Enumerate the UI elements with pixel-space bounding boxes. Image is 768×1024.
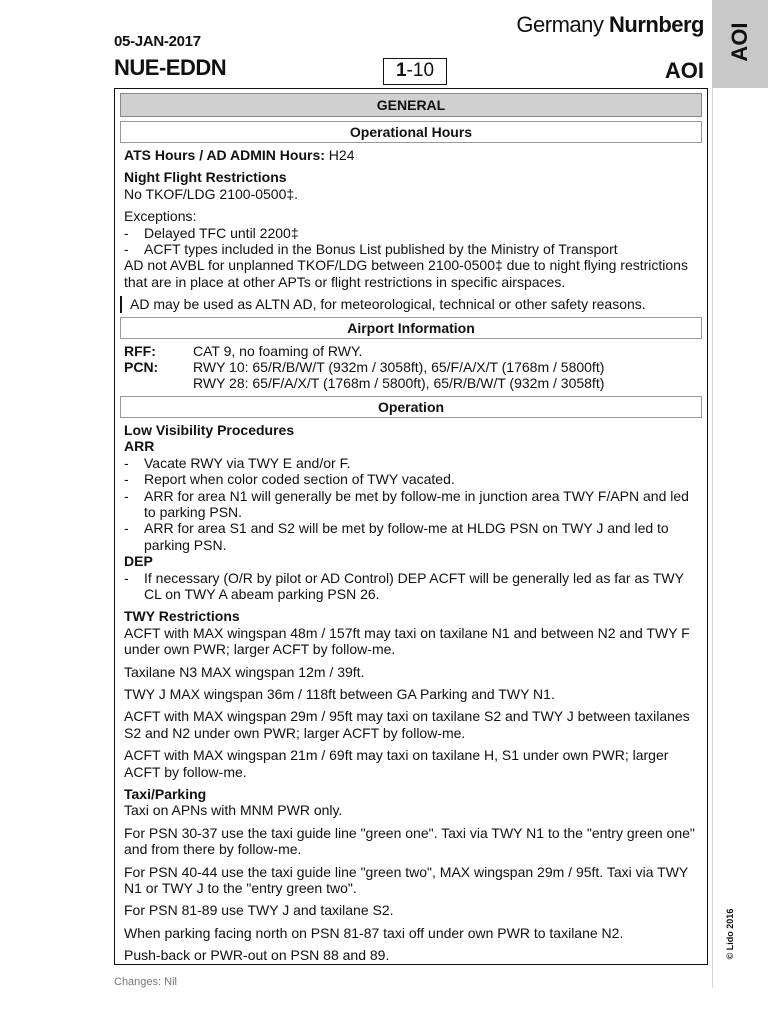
operational-hours-header: Operational Hours	[120, 121, 702, 143]
list-item: - If necessary (O/R by pilot or AD Control) DEP ACFT will be generally led as far as TWY CL on TWY A abeam parking PSN 26.	[124, 569, 684, 602]
city-name: Nurnberg	[609, 12, 704, 37]
arr-title: ARR	[124, 438, 155, 455]
exceptions-label: Exceptions:	[124, 208, 197, 225]
night-flight-title: Night Flight Restrictions	[124, 169, 287, 186]
list-item: - ARR for area N1 will generally be met by follow-me in junction area TWY F/APN and led to parking PSN.	[124, 487, 689, 520]
ats-hours-label: ATS Hours / AD ADMIN Hours:	[124, 147, 325, 163]
copyright: © Lido 2016	[725, 908, 735, 960]
night-flight-text: No TKOF/LDG 2100-0500‡.	[124, 185, 299, 202]
ad-not-available-text: AD not AVBL for unplanned TKOF/LDG between 2100-0500‡ due to night flying restrictions that are in place at other APTs or flight restrictions in specific airspaces.	[124, 257, 688, 290]
taxi-paragraph: For PSN 30-37 use the taxi guide line "green one". Taxi via TWY N1 to the "entry green one" and from there by follow-me.	[124, 824, 695, 858]
list-item: - ACFT types included in the Bonus List published by the Ministry of Transport	[124, 241, 618, 258]
taxi-paragraph: Push-back or PWR-out on PSN 88 and 89.	[124, 947, 390, 964]
list-item: - Vacate RWY via TWY E and/or F.	[124, 454, 351, 471]
country-name: Germany	[516, 12, 604, 37]
page-number-major: 1	[395, 60, 407, 81]
ats-hours-value: H24	[324, 147, 355, 163]
taxi-paragraph: For PSN 40-44 use the taxi guide line "green two", MAX wingspan 29m / 95ft. Taxi via TWY N1 or TWY J to the "entry green two".	[124, 863, 688, 897]
twy-paragraph: TWY J MAX wingspan 36m / 118ft between GA Parking and TWY N1.	[124, 685, 555, 702]
airport-code: NUE-EDDN	[114, 55, 227, 80]
twy-paragraph: ACFT with MAX wingspan 29m / 95ft may taxi on taxilane S2 and TWY J between taxilanes S2 and N2 under own PWR; larger ACFT by follow-me.	[124, 708, 690, 741]
effective-date: 05-JAN-2017	[114, 33, 201, 50]
page-content	[118, 93, 704, 964]
airport-information-header: Airport Information	[120, 317, 702, 339]
lvp-title: Low Visibility Procedures	[124, 421, 295, 438]
general-section-header: GENERAL	[120, 93, 702, 117]
altn-text: AD may be used as ALTN AD, for meteorological, technical or other safety reasons.	[120, 296, 698, 312]
list-item: - Delayed TFC until 2200‡	[124, 224, 299, 241]
pcn-row: PCN: RWY 10: 65/R/B/W/T (932m / 3058ft), 65/F/A/X/T (1768m / 5800ft) RWY 28: 65/F/A/X/T (1768m / 5800ft), 65/R/B/W/T (932m / 3058ft)	[124, 359, 605, 392]
taxi-paragraph: Taxi on APNs with MNM PWR only.	[124, 802, 343, 819]
twy-restrictions-title: TWY Restrictions	[124, 608, 240, 625]
ats-hours	[118, 147, 704, 163]
list-item: - Report when color coded section of TWY vacated.	[124, 471, 455, 488]
changes-note: Changes: Nil	[114, 976, 177, 988]
section-code: AOI	[664, 58, 704, 83]
dep-title: DEP	[124, 553, 153, 570]
taxi-parking-title: Taxi/Parking	[124, 786, 207, 802]
rff-row: RFF: CAT 9, no foaming of RWY.	[124, 342, 363, 359]
section-tab-label: AOI	[727, 22, 752, 62]
taxi-paragraph: When parking facing north on PSN 81-87 taxi off under own PWR to taxilane N2.	[124, 924, 624, 941]
page-number-minor: -10	[406, 60, 435, 81]
twy-paragraph: Taxilane N3 MAX wingspan 12m / 39ft.	[124, 663, 365, 680]
twy-paragraph: ACFT with MAX wingspan 48m / 157ft may taxi on taxilane N1 and between N2 and TWY F under own PWR; larger ACFT by follow-me.	[124, 624, 690, 658]
airport-location	[516, 12, 704, 38]
operation-header: Operation	[120, 396, 702, 418]
side-rule	[712, 88, 713, 988]
page-number	[383, 58, 447, 85]
twy-paragraph: ACFT with MAX wingspan 21m / 69ft may taxi on taxilane H, S1 under own PWR; larger ACFT by follow-me.	[124, 747, 669, 780]
taxi-paragraph: For PSN 81-89 use TWY J and taxilane S2.	[124, 902, 394, 919]
list-item: - ARR for area S1 and S2 will be met by follow-me at HLDG PSN on TWY J and led to parking PSN.	[124, 520, 669, 553]
